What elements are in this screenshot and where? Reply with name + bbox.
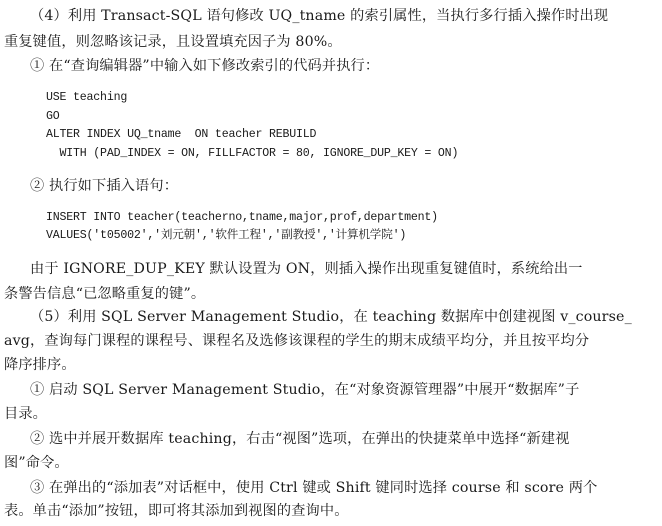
step4-substep2: ② 执行如下插入语句： [30, 178, 179, 194]
step5-substep2-line1: ② 选中并展开数据库 teaching，右击“视图”选项，在弹出的快捷菜单中选择“新建视 [30, 431, 570, 447]
code-line: INSERT INTO teacher(teacherno,tname,major,prof,department) [46, 211, 438, 224]
step4-heading-line1: （4）利用 Transact-SQL 语句修改 UQ_tname 的索引属性，当执行多行插入操作时出现 [30, 8, 609, 24]
step4-substep1: ① 在“查询编辑器”中输入如下修改索引的代码并执行： [30, 58, 380, 74]
step5-substep1-line2: 目录。 [4, 406, 48, 422]
step5-heading-line3: 降序排序。 [4, 357, 76, 373]
step4-note-line1: 由于 IGNORE_DUP_KEY 默认设置为 ON，则插入操作出现重复键值时，系统给出一 [30, 261, 583, 277]
step4-note-line2: 条警告信息“已忽略重复的键”。 [4, 286, 206, 302]
step5-substep1-line1: ① 启动 SQL Server Management Studio，在“对象资源管理器”中展开“数据库”子 [30, 382, 580, 398]
step5-substep3-line1: ③ 在弹出的“添加表”对话框中，使用 Ctrl 键或 Shift 键同时选择 course 和 score 两个 [30, 480, 598, 496]
code-line: GO [46, 110, 60, 123]
code-line: USE teaching [46, 91, 128, 104]
step5-heading-line1: （5）利用 SQL Server Management Studio，在 teaching 数据库中创建视图 v_course_ [30, 309, 632, 325]
step5-substep2-line2: 图”命令。 [4, 455, 69, 471]
code-line: VALUES('t05002','刘元朝','软件工程','副教授','计算机学院') [46, 229, 407, 242]
step4-heading-line2: 重复键值，则忽略该记录，且设置填充因子为 80%。 [4, 34, 342, 50]
step5-heading-line2: avg，查询每门课程的课程号、课程名及选修该课程的学生的期末成绩平均分，并且按平均分 [4, 333, 590, 349]
step5-substep3-line2: 表。单击“添加”按钮，即可将其添加到视图的查询中。 [4, 503, 349, 519]
code-line: WITH (PAD_INDEX = ON, FILLFACTOR = 80, IGNORE_DUP_KEY = ON) [46, 147, 459, 160]
code-line: ALTER INDEX UQ_tname ON teacher REBUILD [46, 128, 317, 141]
